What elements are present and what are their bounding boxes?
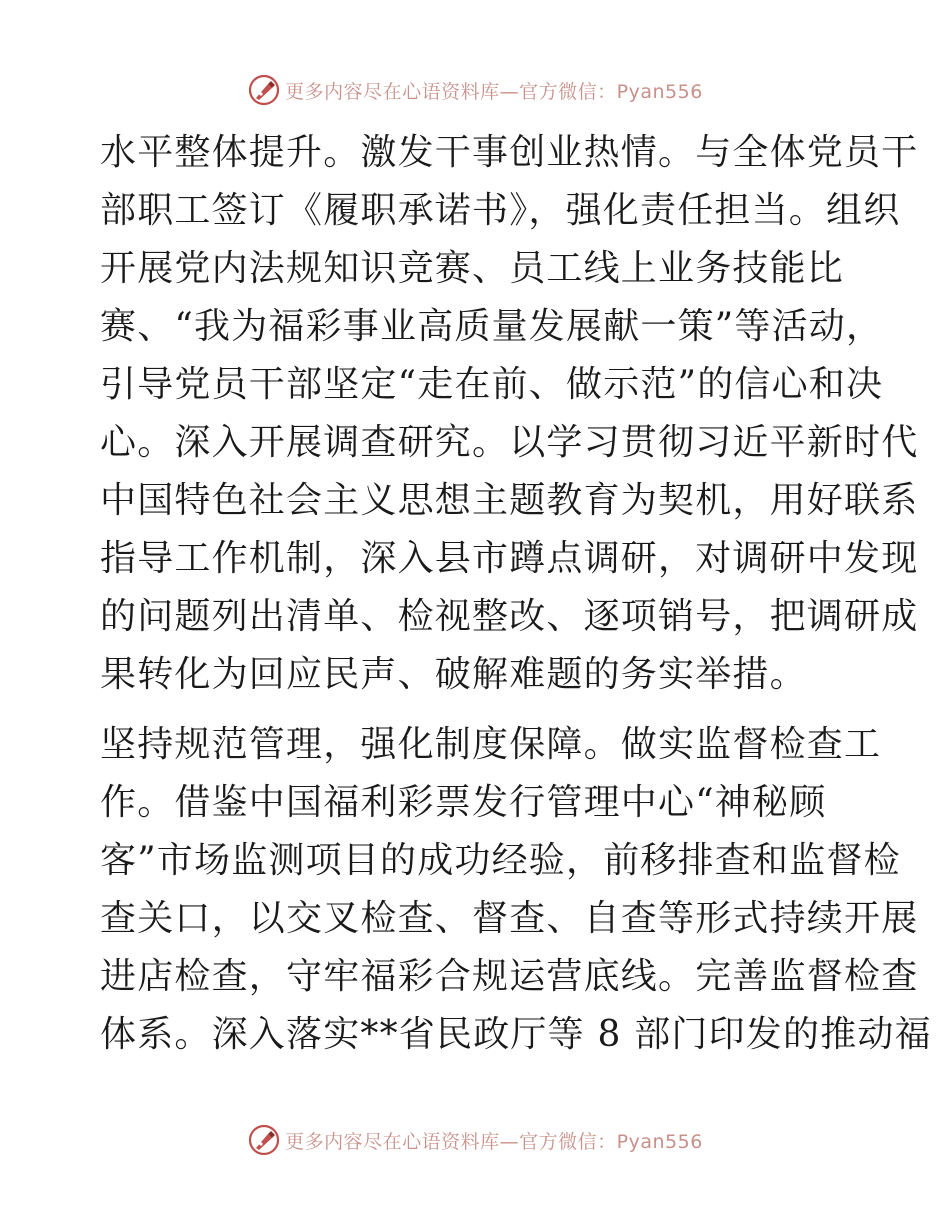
document-body	[100, 124, 932, 1064]
paragraph	[100, 716, 932, 1064]
text-line: 引导党员干部坚定“走在前、做示范”的信心和决	[100, 364, 884, 405]
text-line: 作。借鉴中国福利彩票发行管理中心“神秘顾	[100, 782, 827, 823]
watermark-text: 更多内容尽在心语资料库—官方微信：Pyan556	[285, 80, 703, 103]
text-line: 的问题列出清单、检视整改、逐项销号，把调研成	[100, 596, 919, 637]
header-watermark	[0, 70, 950, 110]
text-line: 部职工签订《履职承诺书》，强化责任担当。组织	[100, 190, 901, 231]
pen-nib-icon	[247, 1123, 281, 1157]
pen-nib-icon	[247, 73, 281, 107]
text-line: 体系。深入落实**省民政厅等 8 部门印发的推动福	[100, 1014, 932, 1055]
text-line: 果转化为回应民声、破解难题的务实举措。	[100, 654, 807, 695]
text-line: 进店检查，守牢福彩合规运营底线。完善监督检查	[100, 956, 919, 997]
text-line: 坚持规范管理，强化制度保障。做实监督检查工	[100, 724, 882, 765]
text-line: 开展党内法规知识竞赛、员工线上业务技能比	[100, 248, 845, 289]
text-line: 赛、“我为福彩事业高质量发展献一策”等活动，	[100, 306, 884, 347]
text-line: 指导工作机制，深入县市蹲点调研，对调研中发现	[100, 538, 919, 579]
text-line: 水平整体提升。激发干事创业热情。与全体党员干	[100, 132, 919, 173]
text-line: 查关口，以交叉检查、督查、自查等形式持续开展	[100, 898, 919, 939]
paragraph	[100, 124, 919, 704]
text-line: 客”市场监测项目的成功经验，前移排查和监督检	[100, 840, 901, 881]
footer-watermark	[0, 1120, 950, 1160]
text-line: 心。深入开展调查研究。以学习贯彻习近平新时代	[100, 422, 919, 463]
text-line: 中国特色社会主义思想主题教育为契机，用好联系	[100, 480, 919, 521]
paragraph-spacer	[100, 704, 860, 716]
watermark-text: 更多内容尽在心语资料库—官方微信：Pyan556	[285, 1130, 703, 1153]
